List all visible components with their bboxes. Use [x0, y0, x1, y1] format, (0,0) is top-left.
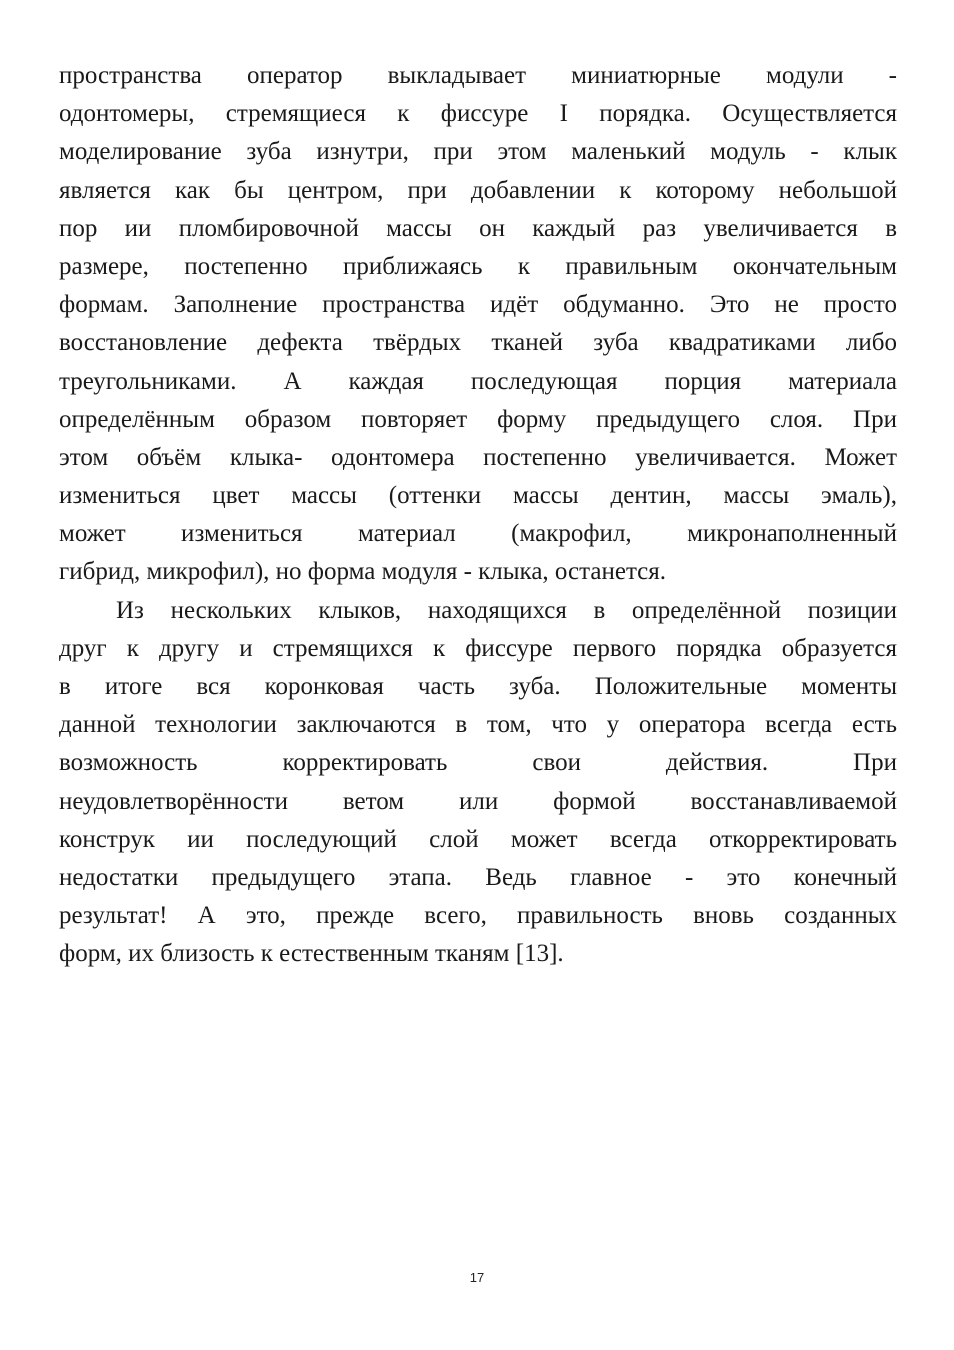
text-line: одонтомеры, стремящиеся к фиссуре I порядка. Осуществляется	[59, 100, 897, 128]
text-line: измениться цвет массы (оттенки массы дентин, массы эмаль),	[59, 482, 897, 510]
body-text	[59, 57, 897, 974]
text-line: треугольниками. А каждая последующая порция материала	[59, 367, 897, 395]
text-line: Из нескольких клыков, находящихся в определённой позиции	[116, 596, 897, 624]
text-line: размере, постепенно приближаясь к правильным окончательным	[59, 252, 897, 280]
text-line: определённым образом повторяет форму предыдущего слоя. При	[59, 405, 897, 433]
text-line: пространства оператор выкладывает миниатюрные модули -	[59, 62, 897, 89]
text-line: данной технологии заключаются в том, что у оператора всегда есть	[59, 711, 897, 739]
text-line: является как бы центром, при добавлении к которому небольшой	[59, 176, 897, 204]
paragraph-2	[59, 592, 897, 974]
text-line: гибрид, микрофил), но форма модуля - клыка, останется.	[59, 558, 667, 586]
text-line: друг к другу и стремящихся к фиссуре первого порядка образуется	[59, 634, 897, 662]
text-line: моделирование зуба изнутри, при этом маленький модуль - клык	[59, 138, 897, 166]
paragraph-1	[59, 57, 897, 592]
text-line: недостатки предыдущего этапа. Ведь главное - это конечный	[59, 863, 897, 891]
text-line: восстановление дефекта твёрдых тканей зуба квадратиками либо	[59, 329, 897, 357]
text-line: возможность корректировать свои действия. При	[59, 749, 897, 777]
page-number: 17	[469, 1270, 485, 1285]
text-line: может измениться материал (макрофил, микронаполненный	[59, 520, 897, 548]
text-line: формам. Заполнение пространства идёт обдуманно. Это не просто	[59, 291, 897, 319]
text-line: неудовлетворённости ветом или формой восстанавливаемой	[59, 787, 897, 815]
text-line: пор ии пломбировочной массы он каждый раз увеличивается в	[59, 214, 897, 242]
text-line: этом объём клыка- одонтомера постепенно увеличивается. Может	[59, 443, 897, 471]
text-line: в итоге вся коронковая часть зуба. Положительные моменты	[59, 673, 897, 700]
text-line: конструк ии последующий слой может всегда откорректировать	[59, 825, 897, 853]
text-line: форм, их близость к естественным тканям [13].	[59, 940, 564, 968]
text-line: результат! А это, прежде всего, правильность вновь созданных	[59, 902, 897, 930]
